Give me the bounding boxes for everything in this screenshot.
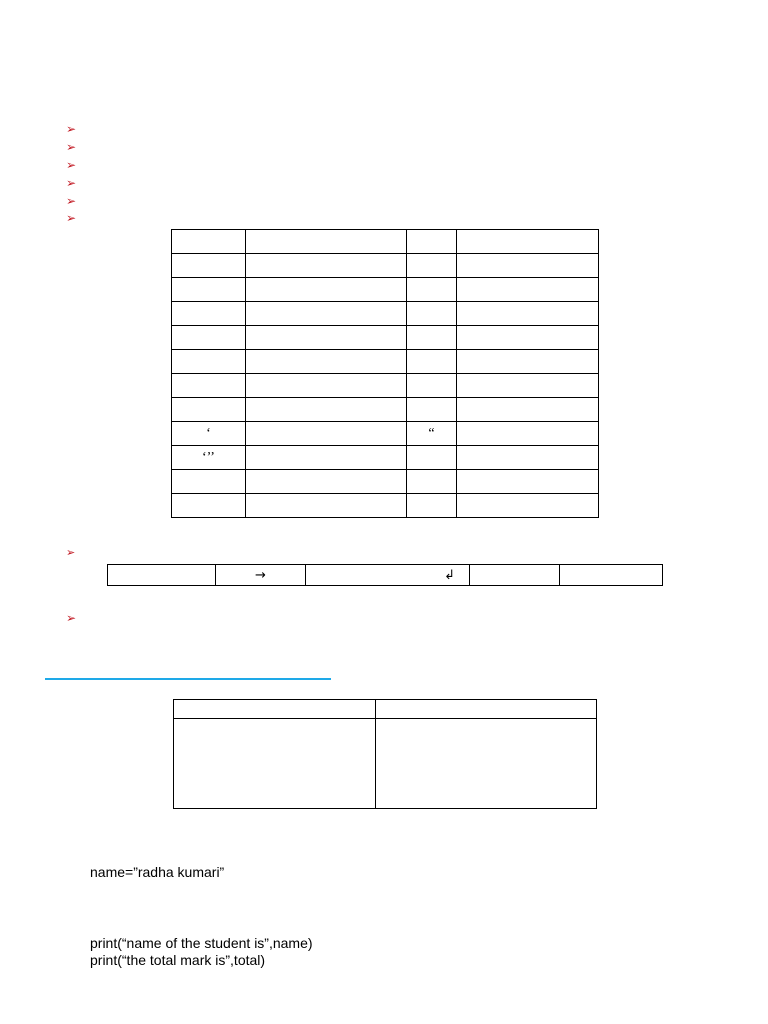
table-cell — [457, 350, 599, 374]
table-row — [172, 326, 599, 350]
table-cell — [172, 278, 246, 302]
bullet-arrow-icon: ➢ — [66, 122, 77, 136]
table-cell — [407, 350, 457, 374]
table-cell — [407, 326, 457, 350]
table-cell — [246, 230, 407, 254]
table-cell — [108, 565, 216, 586]
bullet-arrow-icon: ➢ — [66, 176, 77, 190]
table-cell — [246, 350, 407, 374]
table-cell — [174, 719, 376, 809]
two-column-table — [173, 699, 597, 809]
table-cell: “ — [407, 422, 457, 446]
code-line: print(“name of the student is”,name) — [90, 935, 313, 951]
table-cell — [246, 302, 407, 326]
table-cell — [457, 326, 599, 350]
table-row — [172, 302, 599, 326]
table-cell — [246, 278, 407, 302]
table-cell — [407, 470, 457, 494]
bullet-arrow-icon: ➢ — [66, 211, 77, 225]
table-header-cell — [174, 700, 376, 719]
table-cell — [407, 398, 457, 422]
table-row — [172, 278, 599, 302]
table-row — [172, 446, 599, 470]
table-row — [172, 350, 599, 374]
table-header-cell — [376, 700, 597, 719]
table-cell — [457, 494, 599, 518]
table-cell — [560, 565, 663, 586]
flow-row-table — [107, 564, 663, 586]
table-cell — [246, 446, 407, 470]
table-cell — [172, 494, 246, 518]
table-cell — [172, 254, 246, 278]
table-cell — [457, 422, 599, 446]
table-cell — [457, 278, 599, 302]
table-cell — [376, 719, 597, 809]
bullet-arrow-icon: ➢ — [66, 611, 77, 625]
table-row — [172, 398, 599, 422]
bullet-arrow-icon: ➢ — [66, 194, 77, 208]
return-arrow-icon: ↲ — [306, 565, 470, 586]
bullet-arrow-icon: ➢ — [66, 546, 76, 559]
table-cell — [407, 446, 457, 470]
table-cell — [407, 278, 457, 302]
table-cell — [457, 254, 599, 278]
table-cell — [407, 302, 457, 326]
table-cell — [172, 230, 246, 254]
table-row — [172, 254, 599, 278]
table-cell — [246, 374, 407, 398]
table-cell — [470, 565, 560, 586]
table-cell — [407, 230, 457, 254]
table-cell — [246, 422, 407, 446]
operator-table — [171, 229, 599, 518]
table-cell — [407, 374, 457, 398]
table-cell — [172, 350, 246, 374]
table-row — [172, 422, 599, 446]
table-cell — [172, 302, 246, 326]
table-cell — [246, 470, 407, 494]
table-cell — [246, 326, 407, 350]
table-cell — [457, 374, 599, 398]
table-row — [172, 470, 599, 494]
table-cell — [172, 326, 246, 350]
table-cell — [246, 254, 407, 278]
table-cell — [407, 494, 457, 518]
table-cell — [457, 302, 599, 326]
section-heading-rule — [45, 678, 331, 680]
table-cell — [172, 470, 246, 494]
bullet-arrow-icon: ➢ — [66, 140, 77, 154]
code-line: print(“the total mark is”,total) — [90, 952, 266, 968]
table-row — [172, 374, 599, 398]
right-arrow-icon: → — [216, 565, 306, 586]
table-row — [172, 230, 599, 254]
table-cell — [246, 494, 407, 518]
table-cell — [457, 230, 599, 254]
table-row — [172, 494, 599, 518]
table-cell — [172, 374, 246, 398]
table-row — [174, 719, 597, 809]
code-line: name=”radha kumari” — [90, 864, 225, 880]
table-cell: ‘ — [172, 422, 246, 446]
table-cell — [457, 446, 599, 470]
table-cell — [246, 398, 407, 422]
table-row — [174, 700, 597, 719]
table-cell — [172, 398, 246, 422]
bullet-arrow-icon: ➢ — [66, 158, 77, 172]
table-cell — [407, 254, 457, 278]
table-cell — [457, 398, 599, 422]
table-cell — [457, 470, 599, 494]
table-cell: ‘’’ — [172, 446, 246, 470]
table-row — [108, 565, 663, 586]
